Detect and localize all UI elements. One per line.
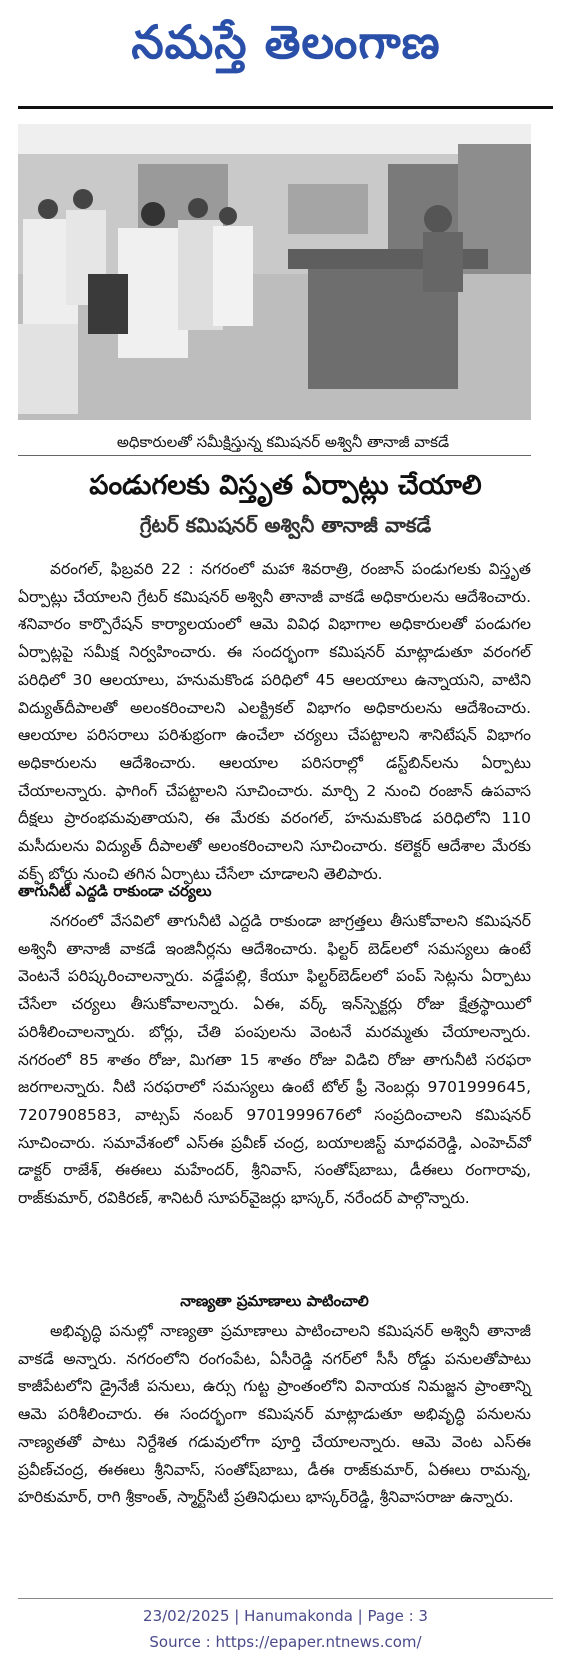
footer-divider: [18, 1598, 553, 1599]
article-photo: [18, 124, 531, 420]
paragraph-text: అభివృద్ధి పనుల్లో నాణ్యతా ప్రమాణాలు పాటించాలని కమిషనర్ అశ్వినీ తానాజీ వాకడే అన్నారు. నగరంలోని రంగంపేట, ఏసీరెడ్డి నగర్‌లో సీసీ రోడ్డు పనులతోపాటు కాజీపేటలోని డ్రైనేజీ పనులు, ఉర్సు గుట్ట ప్రాంతంలోని వినాయక నిమజ్జన ప్రాంతాన్ని ఆమె పరిశీలించారు. ఈ సందర్భంగా కమిషనర్ మాట్లాడుతూ అభివృద్ధి పనులను నాణ్యతతో పాటు నిర్దేశిత గడువులోగా పూర్తి చేయాలన్నారు. ఆమె వెంట ఎస్‌ఈ ప్రవీణ్‌చంద్ర, ఈఈలు శ్రీనివాస్, సంతోష్‌బాబు, డీఈ రాజ్‌కుమార్, ఏఈలు రామన్న, హరికుమార్, రాగి శ్రీకాంత్, స్మార్ట్‌సిటీ ప్రతినిధులు భాస్కర్‌రెడ్డి, శ్రీనివాసరాజు ఉన్నారు.: [18, 1322, 531, 1507]
article-paragraph-1: [18, 556, 531, 883]
paragraph-text: వరంగల్, ఫిబ్రవరి 22 : నగరంలో మహా శివరాత్రి, రంజాన్ పండుగలకు విస్తృత ఏర్పాట్లు చేయాలని గ్రేటర్ కమిషనర్ అశ్వినీ తానాజీ వాకడే అధికారులను ఆదేశించారు. శనివారం కార్పొరేషన్ కార్యాలయంలో ఆమె వివిధ విభాగాల అధికారులతో పండుగల ఏర్పాట్లపై సమీక్ష నిర్వహించారు. ఈ సందర్భంగా కమిషనర్ మాట్లాడుతూ వరంగల్ పరిధిలో 30 ఆలయాలు, హనుమకొండ పరిధిలో 45 ఆలయాలు ఉన్నాయని, వాటిని విద్యుత్‌దీపాలతో అలంకరించాలని ఎలక్ట్రికల్ విభాగం అధికారులను ఆదేశించారు. ఆలయాల పరిసరాలు పరిశుభ్రంగా ఉంచేలా చర్యలు చేపట్టాలని శానిటేషన్ విభాగం అధికారులను ఆదేశించారు. ఆలయాల పరిసరాల్లో డస్ట్‌బిన్‌లను ఏర్పాటు చేయాలన్నారు. ఫాగింగ్ చేపట్టాలని సూచించారు. మార్చి 2 నుంచి రంజాన్ ఉపవాస దీక్షలు ప్రారంభమవుతాయని, ఈ మేరకు వరంగల్, హనుమకొండ పరిధిలోని 110 మసీదులను విద్యుత్ దీపాలతో అలంకరించాలని సూచించారు. కలెక్టర్ ఆదేశాల మేరకు వక్ఫ్ బోర్డు నుంచి తగిన ఏర్పాటు చేసేలా చూడాలని తెలిపారు.: [18, 560, 531, 883]
article-subheadline: గ్రేటర్ కమిషనర్ అశ్వినీ తానాజీ వాకడే: [139, 513, 432, 537]
newspaper-logo: నమస్తే తెలంగాణ: [131, 15, 441, 69]
meeting-photo-illustration: [18, 124, 531, 420]
section-title-quality: నాణ్యతా ప్రమాణాలు పాటించాలి: [180, 1292, 369, 1310]
masthead-divider: [18, 106, 553, 109]
photo-caption: అధికారులతో సమీక్షిస్తున్న కమిషనర్ అశ్వినీ తానాజీ వాకడే: [116, 433, 450, 451]
article-headline: పండుగలకు విస్తృత ఏర్పాట్లు చేయాలి: [89, 470, 482, 501]
masthead: [0, 0, 571, 110]
edition-info: 23/02/2025 | Hanumakonda | Page : 3: [143, 1607, 428, 1625]
section-title-water: తాగునీటి ఎద్దడి రాకుండా చర్యలు: [18, 882, 212, 900]
paragraph-text: నగరంలో వేసవిలో తాగునీటి ఎద్దడి రాకుండా జాగ్రత్తలు తీసుకోవాలని కమిషనర్ అశ్వినీ తానాజీ వాకడే ఇంజినీర్లను ఆదేశించారు. ఫిల్టర్ బెడ్‌లలో సమస్యలు ఉంటే వెంటనే పరిష్కరించాలన్నారు. వడ్డేపల్లి, కేయూ ఫిల్టర్‌బెడ్‌లలో పంప్ సెట్లను ఏర్పాటు చేసేలా చర్యలు తీసుకోవాలన్నారు. ఏఈ, వర్క్ ఇన్‌స్పెక్టర్లు రోజు క్షేత్రస్థాయిలో పరిశీలించాలన్నారు. బోర్లు, చేతి పంపులను వెంటనే మరమ్మతు చేయాలన్నారు. నగరంలో 85 శాతం రోజు, మిగతా 15 శాతం రోజు విడిచి రోజు తాగునీటి సరఫరా జరగాలన్నారు. నీటి సరఫరాలో సమస్యలు ఉంటే టోల్ ఫ్రీ నెంబర్లు 9701999645, 7207908583, వాట్సప్ నంబర్ 9701999676లో సంప్రదించాలని కమిషనర్ సూచించారు. సమావేశంలో ఎస్‌ఈ ప్రవీణ్ చంద్ర, బయాలజిస్ట్ మాధవరెడ్డి, ఎంహెచ్‌వో డాక్టర్ రాజేశ్, ఈఈలు మహేందర్, శ్రీనివాస్, సంతోష్‌బాబు, డీఈలు రంగారావు, రాజ్‌కుమార్, రవికిరణ్, శానిటరీ సూపర్‌వైజర్లు భాస్కర్, నరేందర్ పాల్గొన్నారు.: [18, 912, 531, 1208]
article-paragraph-2: [18, 908, 531, 1284]
source-link[interactable]: Source : https://epaper.ntnews.com/: [149, 1633, 422, 1651]
article-paragraph-3: [18, 1318, 531, 1588]
photo-caption-bar: [18, 429, 531, 456]
